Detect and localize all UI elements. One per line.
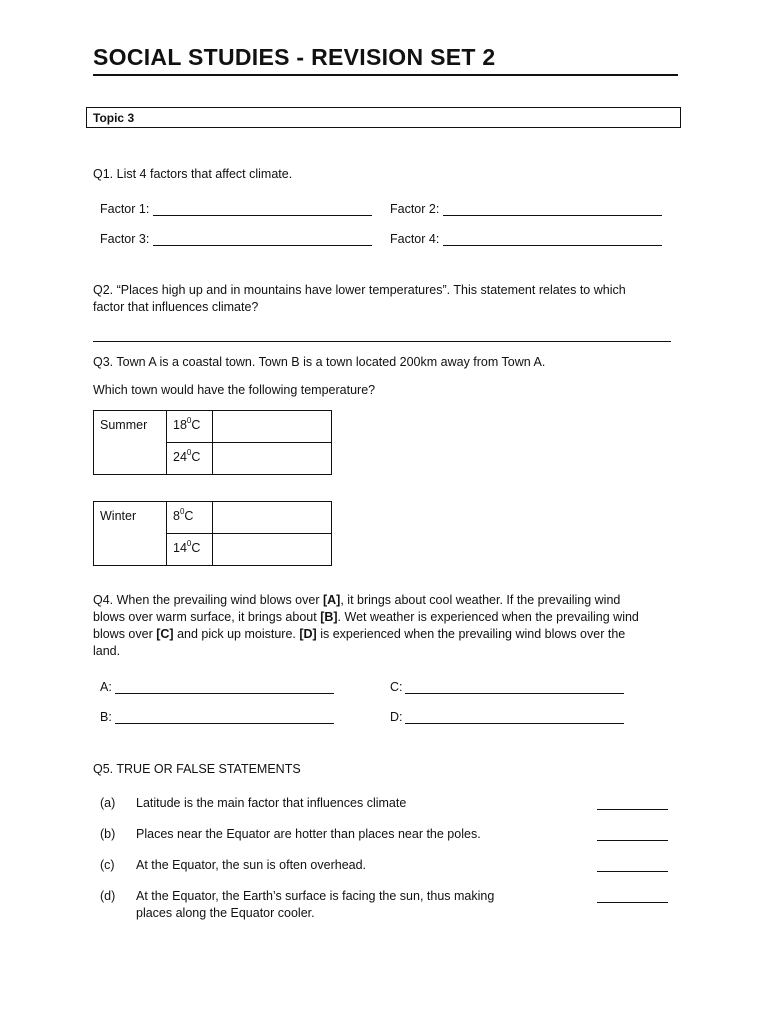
title-underline xyxy=(93,74,678,76)
page-title: SOCIAL STUDIES - REVISION SET 2 xyxy=(93,44,496,70)
factor-3-label: Factor 3: xyxy=(100,232,150,246)
q5-title: Q5. TRUE OR FALSE STATEMENTS xyxy=(93,762,301,776)
temperature-cell: $8^0C$ xyxy=(167,502,213,534)
q4-line2: blows over warm surface, it brings about [B]. Wet weather is experienced when the prevailing wind xyxy=(93,610,639,624)
answer-c-line[interactable] xyxy=(405,693,624,694)
statement-d-answer-line[interactable] xyxy=(597,902,668,903)
topic-label: Topic 3 xyxy=(93,111,135,125)
q4-line1: Q4. When the prevailing wind blows over [A], it brings about cool weather. If the prevailing wind xyxy=(93,593,621,607)
town-answer-cell[interactable] xyxy=(213,502,332,534)
town-answer-cell[interactable] xyxy=(213,411,332,443)
summer-temperature-table xyxy=(93,410,332,475)
answer-a-line[interactable] xyxy=(115,693,334,694)
q3-sub-prompt: Which town would have the following temperature? xyxy=(93,383,376,397)
factor-4-answer-line[interactable] xyxy=(443,245,662,246)
statement-c-answer-line[interactable] xyxy=(597,871,668,872)
answer-d-line[interactable] xyxy=(405,723,624,724)
town-answer-cell[interactable] xyxy=(213,443,332,475)
statement-a-text: Latitude is the main factor that influences climate xyxy=(136,796,407,810)
factor-4-label: Factor 4: xyxy=(390,232,440,246)
statement-d-label: (d) xyxy=(100,889,116,903)
statement-b-answer-line[interactable] xyxy=(597,840,668,841)
q2-prompt-line1: Q2. “Places high up and in mountains have lower temperatures”. This statement relates to which xyxy=(93,283,626,297)
factor-3-answer-line[interactable] xyxy=(153,245,372,246)
statement-d-text: At the Equator, the Earth’s surface is facing the sun, thus making xyxy=(136,889,495,903)
temperature-cell: $24^0C$ xyxy=(167,443,213,475)
statement-d-text-line2: places along the Equator cooler. xyxy=(136,906,315,920)
q3-prompt: Q3. Town A is a coastal town. Town B is a town located 200km away from Town A. xyxy=(93,355,546,369)
answer-c-label: C: xyxy=(390,680,403,694)
statement-a-label: (a) xyxy=(100,796,116,810)
winter-temperature-table xyxy=(93,501,332,566)
q1-prompt: Q1. List 4 factors that affect climate. xyxy=(93,167,293,181)
q4-line3: blows over [C] and pick up moisture. [D] is experienced when the prevailing wind blows over the xyxy=(93,627,626,641)
topic-box xyxy=(86,107,681,128)
town-answer-cell[interactable] xyxy=(213,534,332,566)
statement-c-label: (c) xyxy=(100,858,115,872)
factor-1-answer-line[interactable] xyxy=(153,215,372,216)
answer-b-label: B: xyxy=(100,710,112,724)
factor-2-answer-line[interactable] xyxy=(443,215,662,216)
factor-2-label: Factor 2: xyxy=(390,202,440,216)
statement-a-answer-line[interactable] xyxy=(597,809,668,810)
answer-b-line[interactable] xyxy=(115,723,334,724)
q2-prompt-line2: factor that influences climate? xyxy=(93,300,259,314)
factor-1-label: Factor 1: xyxy=(100,202,150,216)
season-cell: Summer xyxy=(94,411,167,475)
statement-b-label: (b) xyxy=(100,827,116,841)
q4-line4: land. xyxy=(93,644,121,658)
season-cell: Winter xyxy=(94,502,167,566)
temperature-cell: $14^0C$ xyxy=(167,534,213,566)
statement-c-text: At the Equator, the sun is often overhead. xyxy=(136,858,367,872)
temperature-cell: $18^0C$ xyxy=(167,411,213,443)
q2-answer-line[interactable] xyxy=(93,341,671,342)
answer-a-label: A: xyxy=(100,680,112,694)
answer-d-label: D: xyxy=(390,710,403,724)
statement-b-text: Places near the Equator are hotter than places near the poles. xyxy=(136,827,481,841)
